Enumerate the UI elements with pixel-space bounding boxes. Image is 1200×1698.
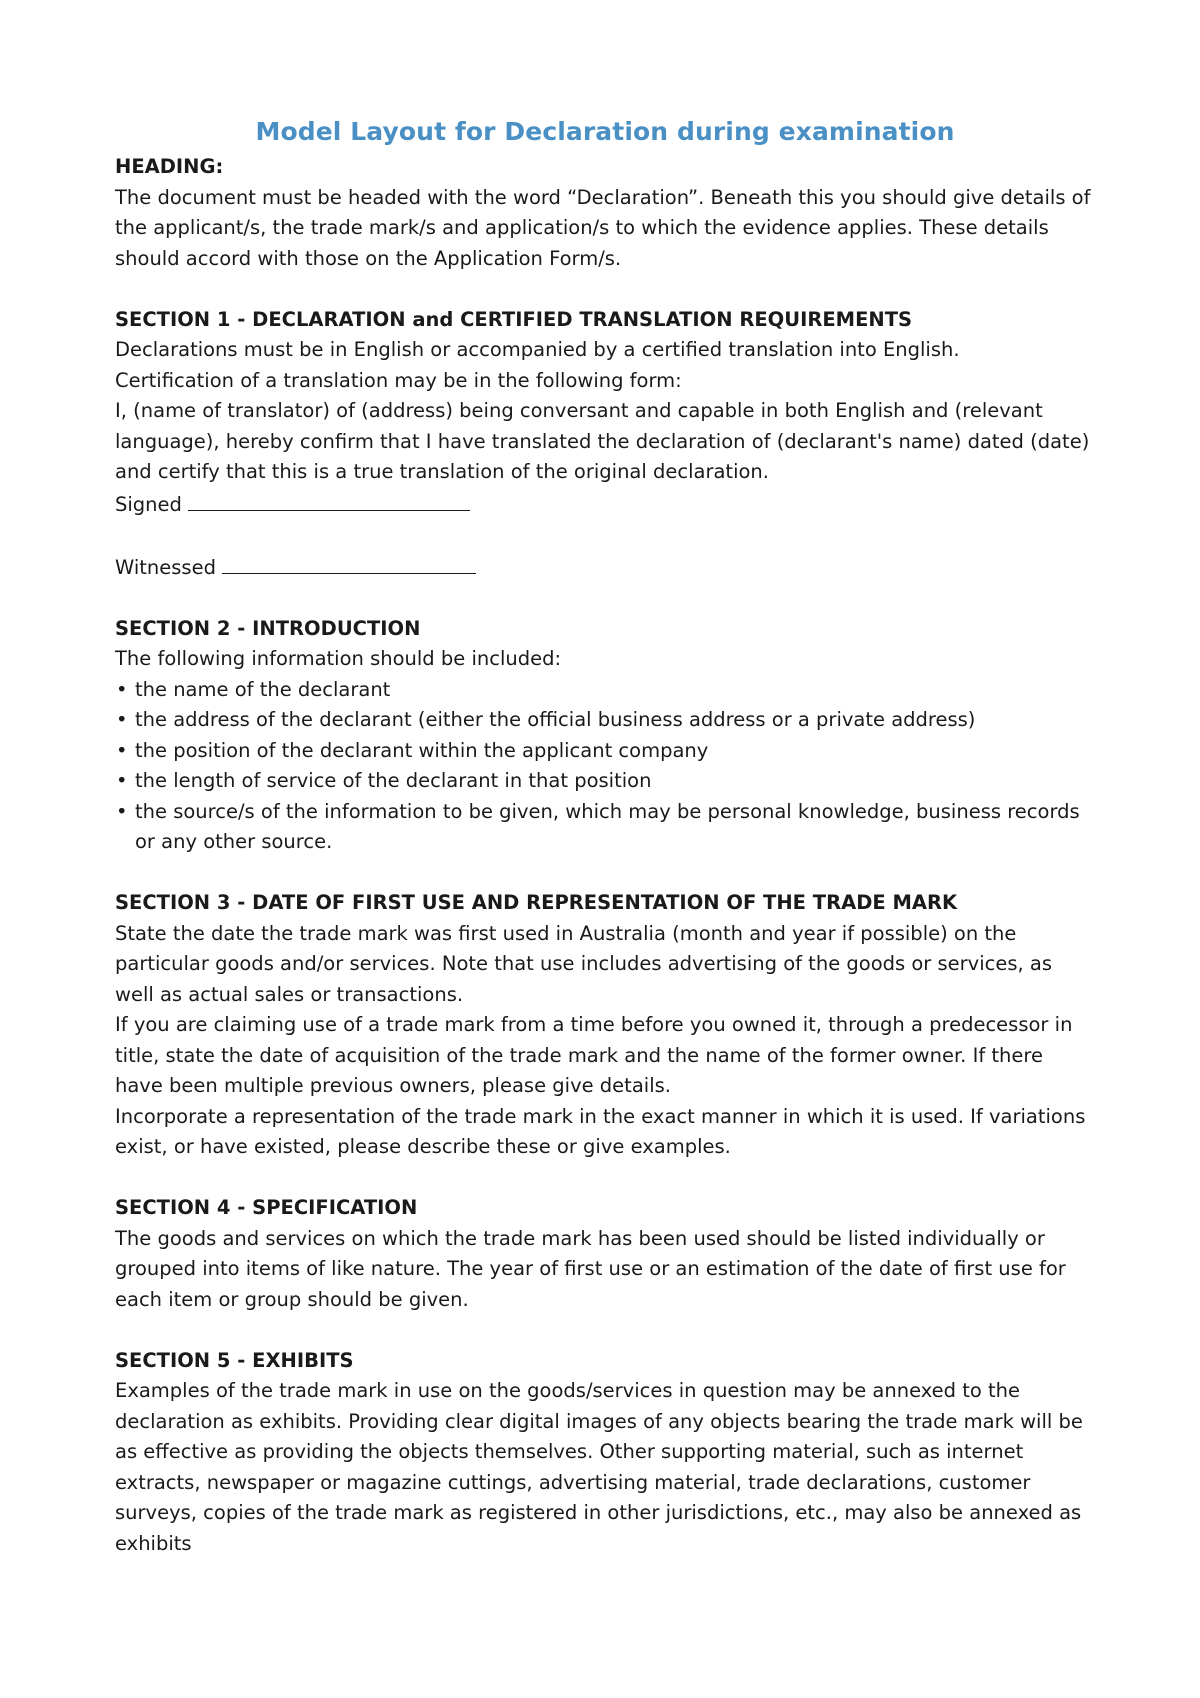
bullet-icon: • [116,677,128,701]
translator-certification-text: I, (name of translator) of (address) being conversant and capable in both English and (relevant language), hereby confirm that I have translated the declaration of (declarant's name) dated (date) and certify that this is a true translation of the original declaration. [115,399,1090,483]
list-item-text: the address of the declarant (either the official business address or a private address) [135,708,976,731]
section-5-paragraph: Examples of the trade mark in use on the goods/services in question may be annexed to the declaration as exhibits. Providing clear digital images of any objects bearing the trade mark will be as effective as providing the objects themselves. Other supporting material, such as internet extracts, newspaper or magazine cuttings, advertising material, trade declarations, customer surveys, copies of the trade mark as registered in other jurisdictions, etc., may also be annexed as exhibits [115,1379,1083,1555]
section-4-paragraph: The goods and services on which the trade mark has been used should be listed individually or grouped into items of like nature. The year of first use or an estimation of the date of first use for each item or group should be given. [115,1226,1066,1311]
bullet-icon: • [116,708,128,731]
section-4-heading: SECTION 4 - SPECIFICATION [115,1196,418,1219]
list-item-text: the length of service of the declarant in that position [135,769,652,792]
document-body [115,112,1095,1559]
section-2-bullet-list [115,675,1095,858]
bullet-icon: • [116,738,128,762]
section-3-paragraph-1: State the date the trade mark was first used in Australia (month and year if possible) on the particular goods and/or services. Note that use includes advertising of the goods or services, as well as actual sales or transactions. [115,921,1053,1006]
spacer [115,583,1095,614]
witnessed-label: Witnessed [115,555,216,579]
spacer [115,520,1095,551]
witnessed-blank-rule [222,551,476,574]
list-item-text: the source/s of the information to be given, which may be personal knowledge, business records or any other source. [135,799,1080,853]
bullet-icon: • [116,799,128,823]
spacer [115,1163,1095,1194]
spacer [115,274,1095,305]
list-item-text: the name of the declarant [135,677,391,701]
witnessed-line [115,551,1095,584]
signed-label: Signed [115,492,182,516]
section-1-line-2: Certification of a translation may be in the following form: [115,368,682,392]
list-item [115,766,1095,797]
signed-blank-rule [188,488,470,511]
list-item [115,797,1095,858]
heading-label: HEADING: [115,155,224,178]
signed-line [115,488,1095,521]
section-2-intro: The following information should be included: [115,647,562,670]
spacer [115,1315,1095,1346]
list-item [115,705,1095,736]
section-1-heading: SECTION 1 - DECLARATION and CERTIFIED TRANSLATION REQUIREMENTS [115,307,913,331]
list-item [115,675,1095,706]
section-5-heading: SECTION 5 - EXHIBITS [115,1348,354,1372]
bullet-icon: • [116,769,128,792]
section-3-paragraph-3: Incorporate a representation of the trade mark in the exact manner in which it is used. If variations exist, or have existed, please describe these or give examples. [115,1104,1086,1158]
section-1-line-1: Declarations must be in English or accompanied by a certified translation into English. [115,338,960,361]
list-item-text: the position of the declarant within the applicant company [135,738,709,762]
heading-paragraph: The document must be headed with the word “Declaration”. Beneath this you should give details of the applicant/s, the trade mark/s and application/s to which the evidence applies. These details should accord with those on the Application Form/s. [115,185,1091,270]
section-3-heading: SECTION 3 - DATE OF FIRST USE AND REPRESENTATION OF THE TRADE MARK [115,891,958,914]
list-item [115,736,1095,767]
spacer [115,858,1095,889]
section-2-heading: SECTION 2 - INTRODUCTION [115,616,421,640]
document-title: Model Layout for Declaration during examination [255,117,955,146]
section-3-paragraph-2: If you are claiming use of a trade mark from a time before you owned it, through a predecessor in title, state the date of acquisition of the trade mark and the name of the former owner. If there have been multiple previous owners, please give details. [115,1013,1073,1097]
